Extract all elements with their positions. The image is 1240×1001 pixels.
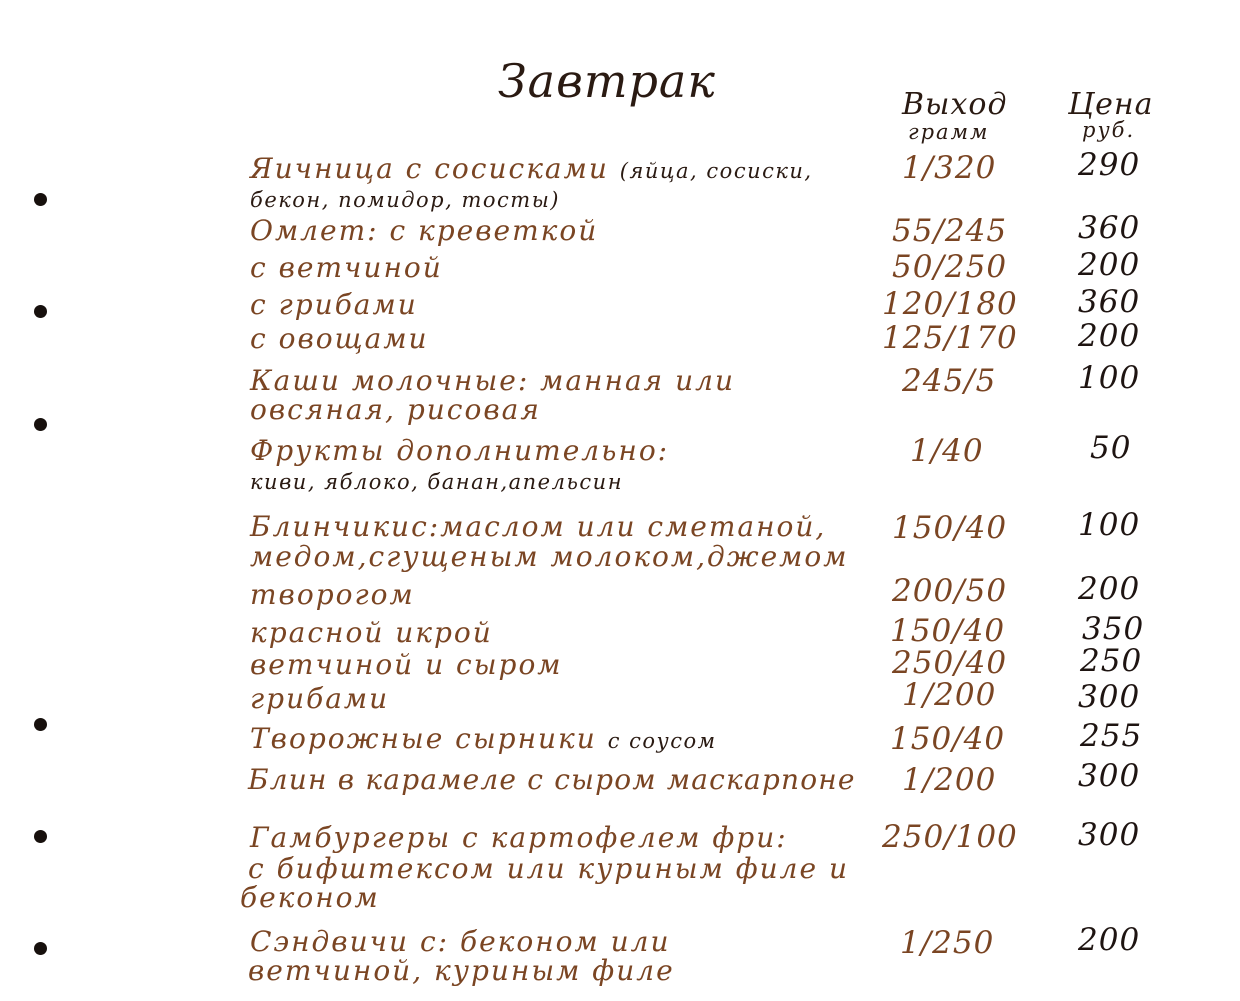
dish-weight: 250/40 bbox=[892, 645, 1008, 681]
dish-weight: 1/40 bbox=[910, 433, 984, 469]
dish-price: 100 bbox=[1078, 507, 1141, 543]
dish-weight: 1/320 bbox=[902, 150, 997, 186]
dish-price: 200 bbox=[1078, 571, 1141, 607]
dish-price: 360 bbox=[1078, 284, 1141, 320]
dish-name: Каши молочные: манная или bbox=[250, 364, 735, 397]
dish-name: с овощами bbox=[250, 322, 429, 355]
binder-hole-icon bbox=[34, 830, 47, 843]
dish-weight: 125/170 bbox=[882, 320, 1018, 356]
binder-hole-icon bbox=[34, 193, 47, 206]
dish-price: 360 bbox=[1078, 210, 1141, 246]
dish-price: 200 bbox=[1078, 247, 1141, 283]
dish-name: Блинчикис:маслом или сметаной, bbox=[250, 510, 827, 543]
dish-name: Сэндвичи с: беконом или bbox=[250, 925, 671, 958]
binder-hole-icon bbox=[34, 718, 47, 731]
binder-hole-icon bbox=[34, 418, 47, 431]
dish-name: красной икрой bbox=[250, 616, 493, 649]
dish-name: Яичница с сосисками (яйца, сосиски, bbox=[250, 152, 813, 185]
menu-title: Завтрак bbox=[498, 54, 716, 108]
dish-weight: 1/250 bbox=[900, 925, 995, 961]
dish-name: ветчиной и сыром bbox=[250, 648, 563, 681]
dish-description: медом,сгущеным молоком,джемом bbox=[250, 540, 849, 573]
dish-weight: 55/245 bbox=[892, 213, 1008, 249]
dish-weight: 150/40 bbox=[890, 721, 1006, 757]
dish-price: 290 bbox=[1078, 147, 1141, 183]
dish-name: Творожные сырники с соусом bbox=[250, 722, 717, 755]
dish-weight: 1/200 bbox=[902, 677, 997, 713]
dish-name: Гамбургеры с картофелем фри: bbox=[250, 821, 788, 854]
dish-price: 200 bbox=[1078, 922, 1141, 958]
dish-description: беконом bbox=[240, 881, 380, 914]
dish-price: 300 bbox=[1078, 817, 1141, 853]
dish-description: ветчиной, куриным филе bbox=[248, 954, 675, 987]
dish-name: Фрукты дополнительно: bbox=[250, 434, 670, 467]
dish-weight: 250/100 bbox=[882, 819, 1018, 855]
dish-name: Омлет: с креветкой bbox=[250, 214, 599, 247]
dish-description: с бифштексом или куриным филе и bbox=[248, 852, 849, 885]
dish-name: с грибами bbox=[250, 288, 418, 321]
dish-price: 300 bbox=[1078, 679, 1141, 715]
dish-price: 255 bbox=[1080, 718, 1143, 754]
price-column-unit: руб. bbox=[1082, 118, 1136, 142]
dish-weight: 50/250 bbox=[892, 249, 1008, 285]
binder-hole-icon bbox=[34, 942, 47, 955]
dish-weight: 150/40 bbox=[892, 510, 1008, 546]
dish-weight: 245/5 bbox=[902, 363, 997, 399]
dish-description: киви, яблоко, банан,апельсин bbox=[250, 470, 624, 494]
dish-price: 100 bbox=[1078, 360, 1141, 396]
weight-column-header: Выход bbox=[902, 87, 1008, 122]
dish-note: с соусом bbox=[607, 729, 717, 753]
dish-weight: 200/50 bbox=[892, 573, 1008, 609]
dish-price: 350 bbox=[1082, 611, 1145, 647]
dish-price: 200 bbox=[1078, 318, 1141, 354]
dish-name: Блин в карамеле с сыром маскарпоне bbox=[248, 763, 856, 796]
dish-name: грибами bbox=[250, 682, 390, 715]
dish-weight: 150/40 bbox=[890, 613, 1006, 649]
dish-description: бекон, помидор, тосты) bbox=[250, 188, 560, 212]
dish-price: 250 bbox=[1080, 643, 1143, 679]
dish-description: овсяная, рисовая bbox=[250, 393, 541, 426]
dish-weight: 1/200 bbox=[902, 762, 997, 798]
dish-weight: 120/180 bbox=[882, 286, 1018, 322]
dish-price: 300 bbox=[1078, 758, 1141, 794]
dish-name: творогом bbox=[250, 578, 415, 611]
weight-column-unit: грамм bbox=[908, 120, 990, 144]
binder-hole-icon bbox=[34, 305, 47, 318]
price-column-header: Цена bbox=[1068, 87, 1154, 122]
dish-note: (яйца, сосиски, bbox=[619, 159, 813, 183]
dish-price: 50 bbox=[1090, 430, 1132, 466]
dish-name: с ветчиной bbox=[250, 251, 443, 284]
